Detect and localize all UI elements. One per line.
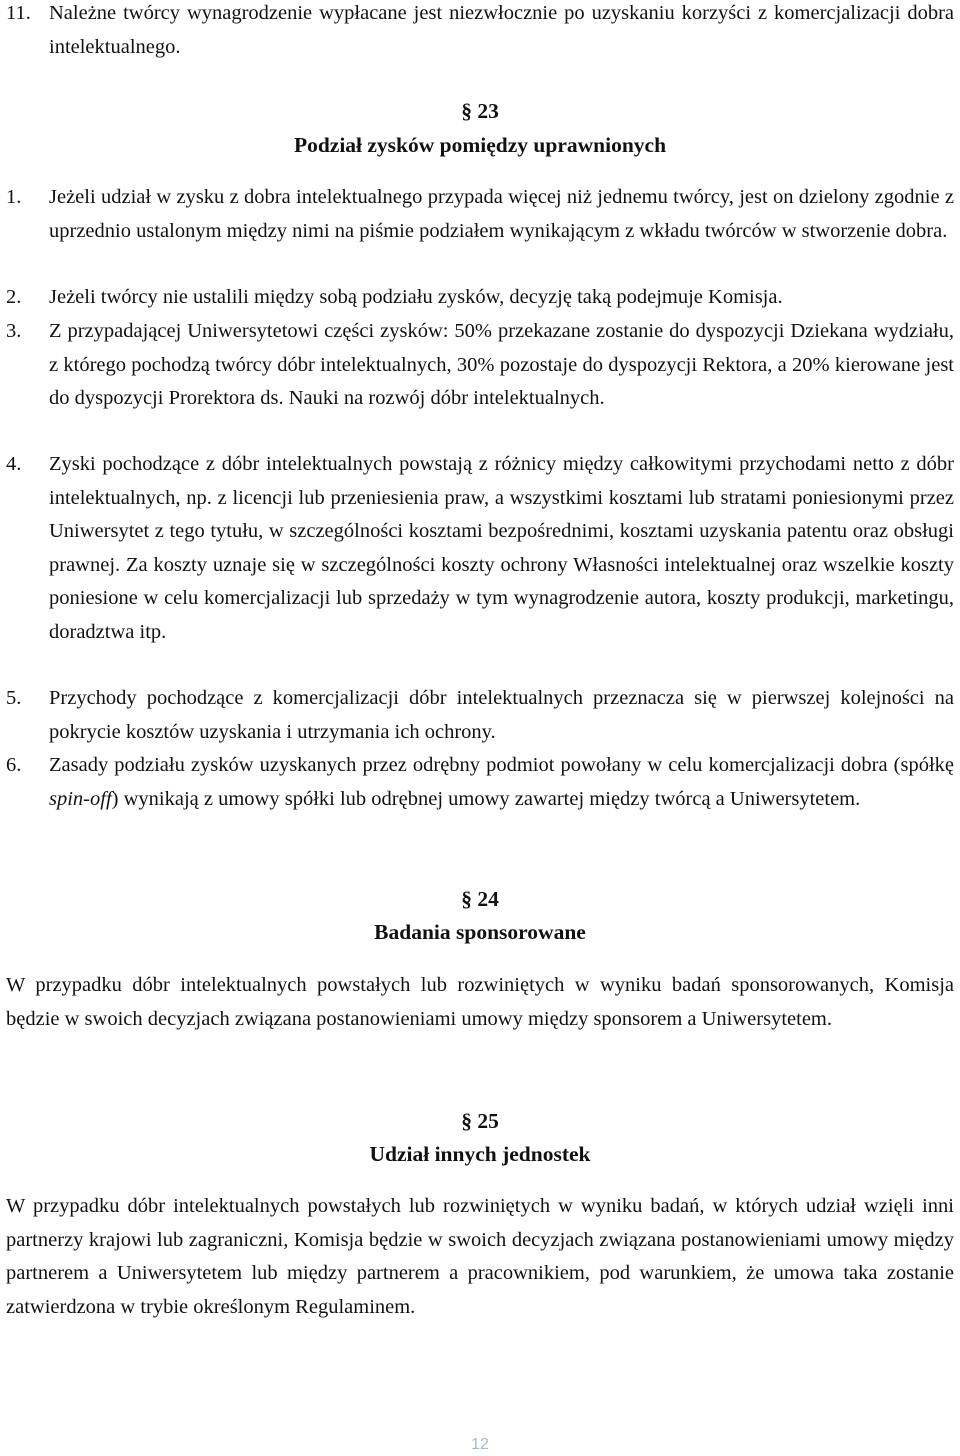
section-title: Udział innych jednostek [369,1142,591,1166]
item-text [49,749,954,816]
page-number: 12 [471,1436,489,1453]
list-item [6,315,954,416]
list-item [6,281,954,315]
item-text-before: Zasady podziału zysków uzyskanych przez odrębny podmiot powołany w celu komercjalizacji dobra (spółkę [49,754,954,776]
section-title: Badania sponsorowane [374,920,586,944]
section-paragraph: W przypadku dóbr intelektualnych powstałych lub rozwiniętych w wyniku badań sponsorowanych, Komisja będzie w swoich decyzjach związana postanowieniami umowy między sponsorem a Uniwersytetem. [6,974,954,1030]
item-number: 6. [6,754,22,776]
item-number: 4. [6,453,22,475]
item-text: Należne twórcy wynagrodzenie wypłacane jest niezwłocznie po uzyskaniu korzyści z komercjalizacji dobra intelektualnego. [49,2,954,58]
section-paragraph: W przypadku dóbr intelektualnych powstałych lub rozwiniętych w wyniku badań, w których udział wzięli inni partnerzy krajowi lub zagraniczni, Komisja będzie w swoich decyzjach związana postanowieniami umowy między partnerem a Uniwersytetem lub między partnerem a pracownikiem, pod warunkiem, że umowa taka zostanie zatwierdzona w trybie określonym Regulaminem. [6,1195,954,1318]
item-number: 1. [6,186,22,208]
item-text-after: ) wynikają z umowy spółki lub odrębnej umowy zawartej między twórcą a Uniwersytetem. [111,787,861,810]
list-item [6,682,954,749]
item-text-italic: spin-off [49,787,112,810]
section-title: Podział zysków pomiędzy uprawnionych [293,133,667,157]
item-text: Przychody pochodzące z komercjalizacji dóbr intelektualnych przeznacza się w pierwszej kolejności na pokrycie kosztów uzyskania i utrzymania ich ochrony. [49,687,954,743]
item-number: 11. [6,2,31,24]
item-text: Zyski pochodzące z dóbr intelektualnych powstają z różnicy między całkowitymi przychodami netto z dóbr intelektualnych, np. z licencji lub przeniesienia praw, a wszystkimi kosztami lub stratami poniesionymi przez Uniwersytet z tego tytułu, w szczególności kosztami bezpośrednimi, kosztami uzyskania patentu oraz obsługi prawnej. Za koszty uznaje się w szczególności koszty ochrony Własności intelektualnej oraz wszelkie koszty poniesione w celu komercjalizacji lub sprzedaży w tym wynagrodzenie autora, koszty produkcji, marketingu, doradztwa itp. [49,453,954,643]
item-number: 5. [6,687,22,709]
list-item [6,749,954,816]
item-text: Jeżeli twórcy nie ustalili między sobą podziału zysków, decyzję taką podejmuje Komisja. [49,286,783,308]
item-text: Z przypadającej Uniwersytetowi części zysków: 50% przekazane zostanie do dyspozycji Dziekana wydziału, z którego pochodzą twórcy dóbr intelektualnych, 30% pozostaje do dyspozycji Rektora, a 20% kierowane jest do dyspozycji Prorektora ds. Nauki na rozwój dóbr intelektualnych. [49,320,954,410]
item-number: 2. [6,286,22,308]
item-text: Jeżeli udział w zysku z dobra intelektualnego przypada więcej niż jednemu twórcy, jest on dzielony zgodnie z uprzednio ustalonym między nimi na piśmie podziałem wynikającym z wkładu twórców w stworzenie dobra. [49,186,954,242]
item-number: 3. [6,320,22,342]
list-item [6,448,954,650]
list-item [6,181,954,248]
section-number: § 24 [461,887,499,911]
section-number: § 23 [461,99,499,123]
list-item [6,0,954,64]
section-number: § 25 [461,1109,499,1133]
